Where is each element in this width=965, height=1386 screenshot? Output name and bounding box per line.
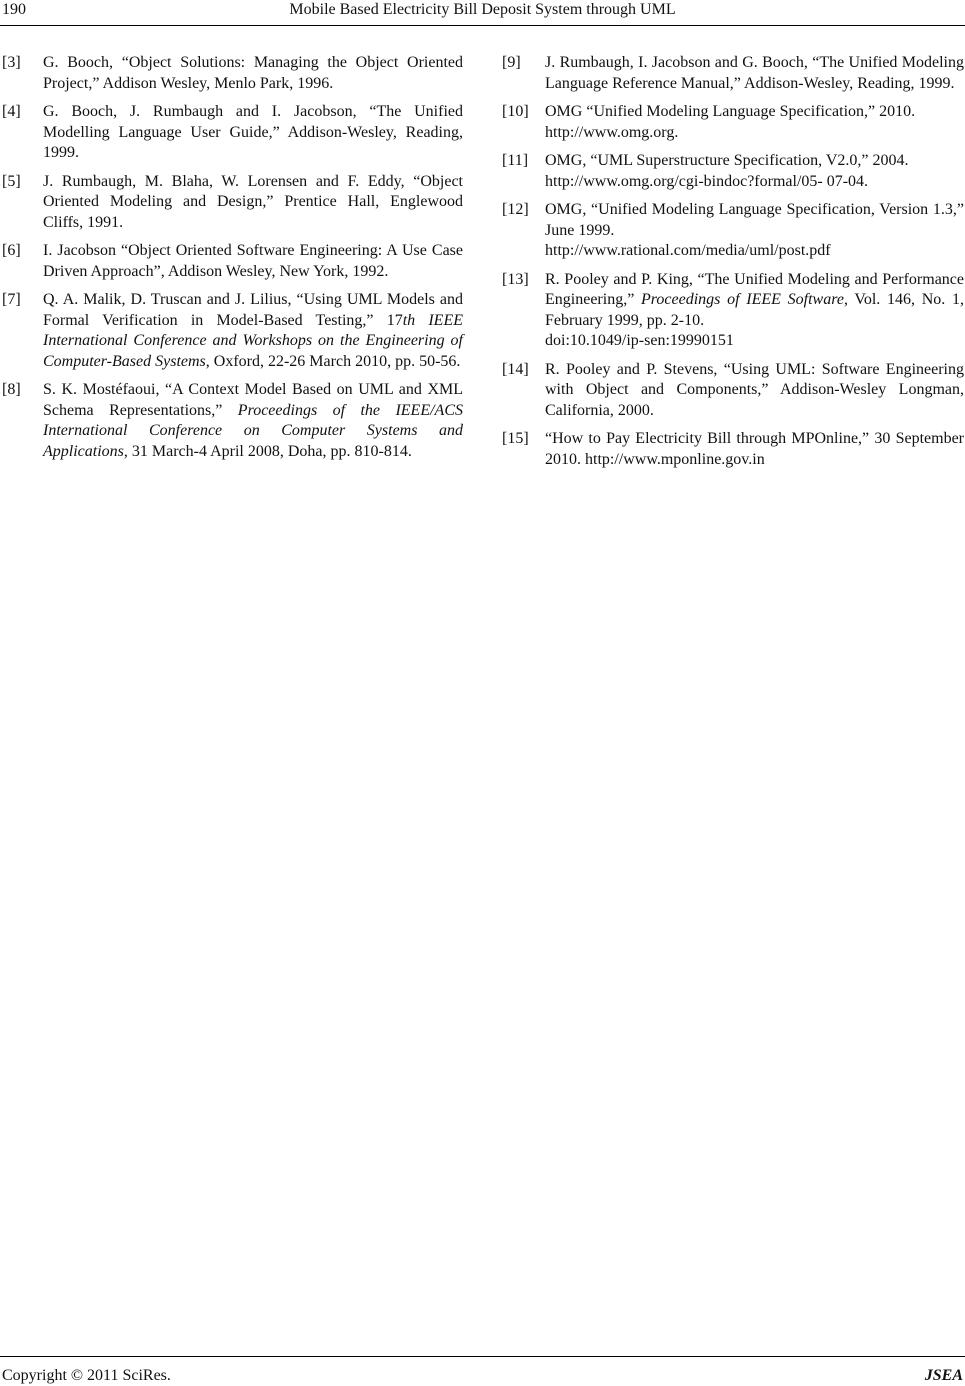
reference-number: [13] xyxy=(502,270,529,288)
page-number: 190 xyxy=(2,1,26,18)
reference-text: G. Booch, “Object Solutions: Managing the Object Oriented Project,” Addison Wesley, Menlo Park, 1996. xyxy=(43,54,463,92)
reference-text: G. Booch, J. Rumbaugh and I. Jacobson, “The Unified Modelling Language User Guide,” Addison-Wesley, Reading, 1999. xyxy=(43,103,463,161)
reference-13 xyxy=(502,270,964,352)
reference-12 xyxy=(502,200,964,262)
page-footer xyxy=(0,1356,965,1386)
reference-9 xyxy=(502,53,964,94)
reference-text: OMG, “Unified Modeling Language Specification, Version 1.3,” June 1999. http://www.rational.com/media/uml/post.pdf xyxy=(545,200,964,262)
reference-text: Q. A. Malik, D. Truscan and J. Lilius, “Using UML Models and Formal Verification in Model-Based Testing,” 17th IEEE International Conference and Workshops on the Engineering of Computer-Based Systems, Oxford, 22-26 March 2010, pp. 50-56. xyxy=(43,291,463,370)
reference-text: R. Pooley and P. King, “The Unified Modeling and Performance Engineering,” Proceedings of IEEE Software, Vol. 146, No. 1, February 1999, pp. 2-10. doi:10.1049/ip-sen:19990151 xyxy=(545,270,964,352)
reference-3 xyxy=(2,53,463,94)
reference-text: J. Rumbaugh, M. Blaha, W. Lorensen and F. Eddy, “Object Oriented Modeling and Design,” Prentice Hall, Englewood Cliffs, 1991. xyxy=(43,172,463,231)
reference-text: J. Rumbaugh, I. Jacobson and G. Booch, “The Unified Modeling Language Reference Manual,” Addison-Wesley, Reading, 1999. xyxy=(545,54,964,92)
reference-6 xyxy=(2,241,463,282)
reference-15 xyxy=(502,429,964,470)
references-right-column xyxy=(502,53,964,478)
reference-url: http://www.rational.com/media/uml/post.pdf xyxy=(545,242,831,259)
copyright-notice: Copyright © 2011 SciRes. xyxy=(2,1367,171,1384)
reference-number: [3] xyxy=(2,54,21,71)
references-left-column xyxy=(2,53,463,470)
reference-5 xyxy=(2,172,463,234)
reference-doi: doi:10.1049/ip-sen:19990151 xyxy=(545,332,734,349)
reference-number: [14] xyxy=(502,360,529,378)
reference-10 xyxy=(502,102,964,143)
reference-number: [11] xyxy=(502,152,529,169)
reference-number: [6] xyxy=(2,242,21,259)
reference-8 xyxy=(2,380,463,462)
reference-url: http://www.omg.org/cgi-bindoc?formal/05- 07-04. xyxy=(545,172,869,190)
reference-7 xyxy=(2,290,463,372)
reference-number: [9] xyxy=(502,54,521,71)
reference-number: [4] xyxy=(2,103,21,120)
page-header xyxy=(0,0,965,26)
reference-number: [10] xyxy=(502,103,529,120)
reference-text: OMG, “UML Superstructure Specification, V2.0,” 2004. http://www.omg.org/cgi-bindoc?formal/05- 07-04. xyxy=(545,151,964,192)
reference-number: [8] xyxy=(2,381,21,398)
running-title: Mobile Based Electricity Bill Deposit System through UML xyxy=(289,1,676,18)
reference-url: http://www.omg.org. xyxy=(545,123,679,141)
reference-text: “How to Pay Electricity Bill through MPOnline,” 30 September 2010. http://www.mponline.gov.in xyxy=(545,430,964,468)
reference-text: S. K. Mostéfaoui, “A Context Model Based on UML and XML Schema Representations,” Proceedings of the IEEE/ACS International Conference on Computer Systems and Applications, 31 March-4 April 2008, Doha, pp. 810-814. xyxy=(43,381,463,460)
reference-4 xyxy=(2,102,463,164)
reference-14 xyxy=(502,360,964,422)
reference-number: [7] xyxy=(2,291,21,308)
reference-number: [12] xyxy=(502,201,529,218)
reference-number: [15] xyxy=(502,430,529,447)
reference-text: OMG “Unified Modeling Language Specification,” 2010. http://www.omg.org. xyxy=(545,102,964,143)
reference-text: I. Jacobson “Object Oriented Software Engineering: A Use Case Driven Approach”, Addison Wesley, New York, 1992. xyxy=(43,242,463,280)
journal-abbreviation: JSEA xyxy=(924,1367,963,1384)
reference-number: [5] xyxy=(2,172,21,190)
reference-11 xyxy=(502,151,964,192)
reference-text: R. Pooley and P. Stevens, “Using UML: Software Engineering with Object and Components,” Addison-Wesley Longman, California, 2000. xyxy=(545,360,964,419)
